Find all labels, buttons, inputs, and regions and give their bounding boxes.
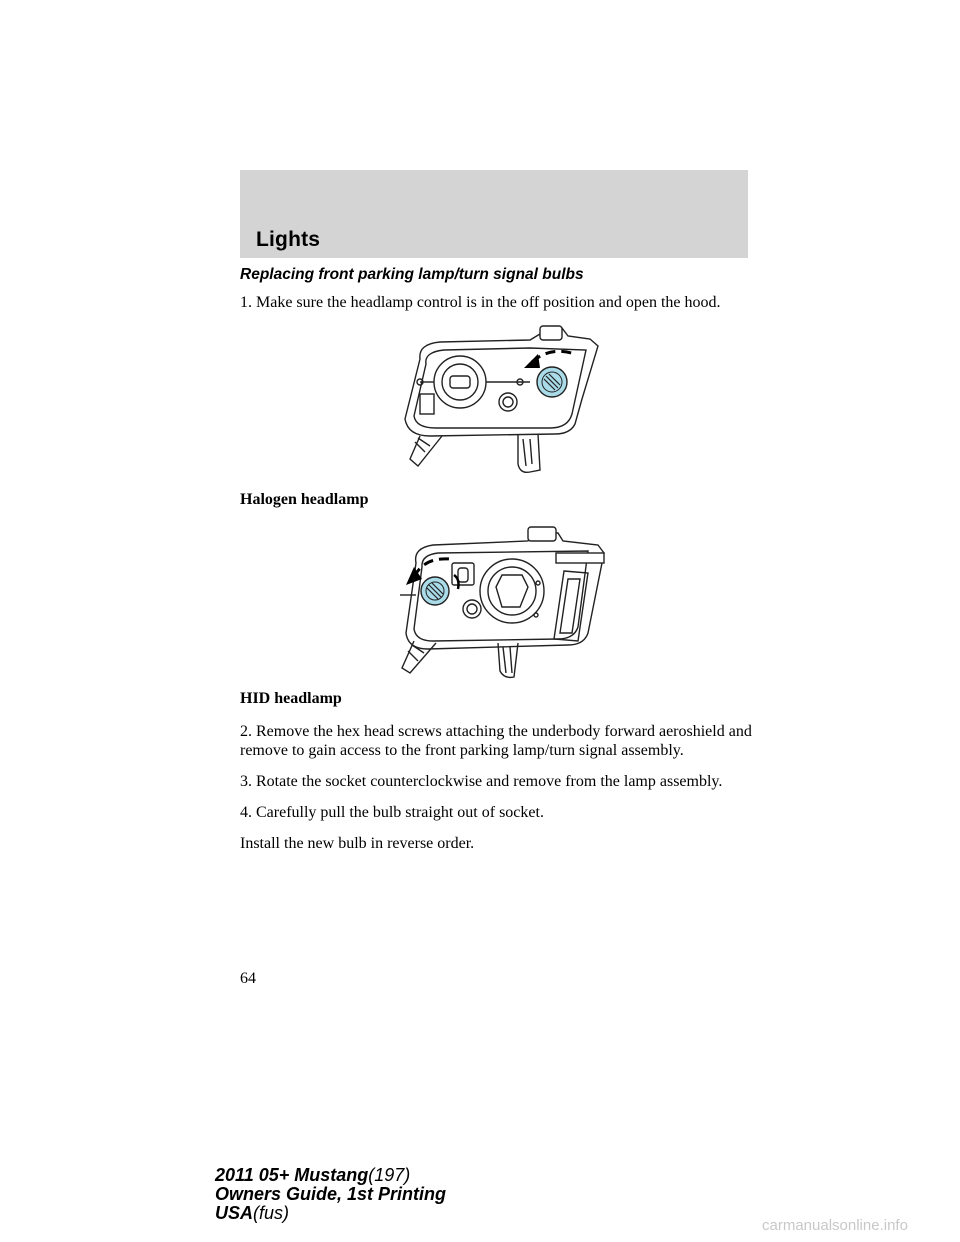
subsection-title: Replacing front parking lamp/turn signal bulbs — [240, 266, 584, 283]
footer-line-1 — [215, 1166, 446, 1185]
footer — [215, 1166, 446, 1223]
footer-model: 2011 05+ Mustang — [215, 1165, 369, 1185]
halogen-headlamp-caption: Halogen headlamp — [240, 491, 369, 508]
step-1: 1. Make sure the headlamp control is in the off position and open the hood. — [240, 294, 721, 311]
page-number: 64 — [240, 970, 256, 987]
halogen-headlamp-figure — [390, 324, 770, 484]
step-3: 3. Rotate the socket counterclockwise and remove from the lamp assembly. — [240, 773, 723, 790]
watermark: carmanualsonline.info — [762, 1217, 908, 1234]
footer-market-code: (fus) — [253, 1203, 290, 1223]
footer-line-3 — [215, 1204, 446, 1223]
hid-headlamp-illustration — [388, 523, 768, 683]
footer-line-2: Owners Guide, 1st Printing — [215, 1184, 447, 1204]
step-4: 4. Carefully pull the bulb straight out of socket. — [240, 804, 544, 821]
hid-headlamp-figure — [388, 523, 768, 683]
closing-instruction: Install the new bulb in reverse order. — [240, 835, 475, 852]
footer-model-code: (197) — [368, 1165, 411, 1185]
hid-headlamp-caption: HID headlamp — [240, 690, 342, 707]
step-2: 2. Remove the hex head screws attaching the underbody forward aeroshield and remove to gain access to the front parking lamp/turn signal assembly. — [240, 723, 752, 759]
main-content — [240, 265, 760, 865]
section-title: Lights — [256, 228, 321, 251]
footer-market: USA — [215, 1203, 254, 1223]
halogen-headlamp-illustration — [390, 324, 770, 484]
